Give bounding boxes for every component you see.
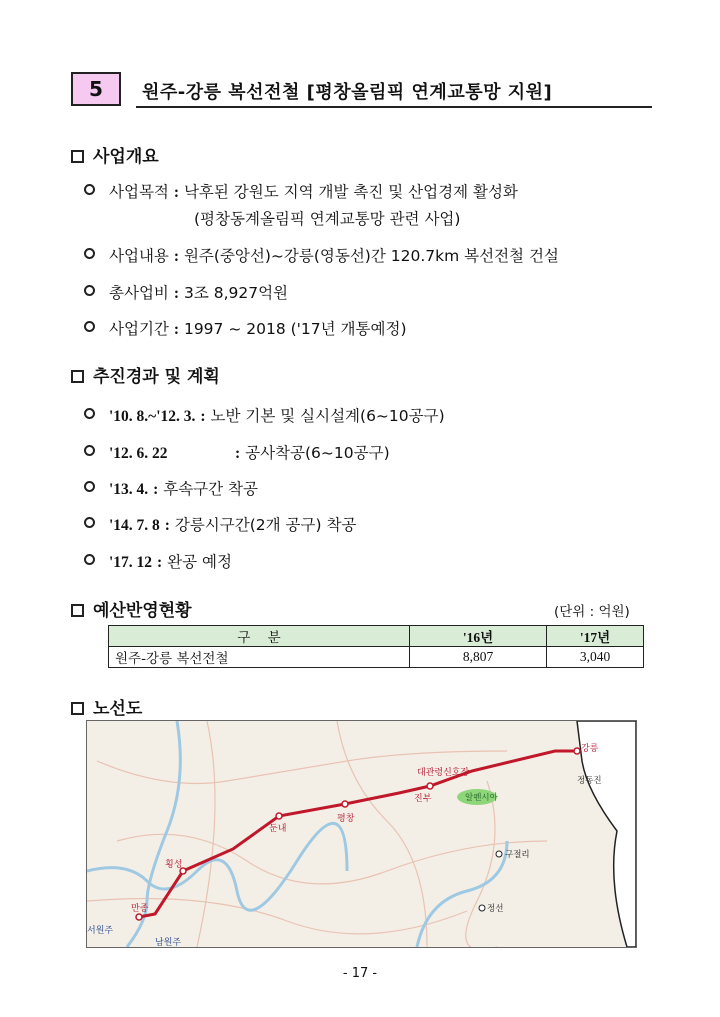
circle-bullet-icon xyxy=(84,481,95,492)
progress-sep: : xyxy=(157,554,163,571)
table-header-row xyxy=(109,626,644,647)
label-jinbu: 진부 xyxy=(414,794,432,804)
cost-label: 총사업비 xyxy=(109,284,169,302)
circle-bullet-icon xyxy=(84,445,95,456)
overview-heading-text: 사업개요 xyxy=(93,147,159,167)
progress-desc: 완공 예정 xyxy=(167,553,232,571)
route-map xyxy=(86,720,637,948)
label-namwonju: 남원주 xyxy=(155,938,182,947)
progress-sep: : xyxy=(153,481,159,498)
overview-item-content xyxy=(84,244,559,266)
station-marker xyxy=(342,801,348,807)
circle-bullet-icon xyxy=(84,321,95,332)
progress-desc: 후속구간 착공 xyxy=(163,480,258,498)
label-pyeongchang: 평창 xyxy=(337,814,355,824)
circle-bullet-icon xyxy=(84,408,95,419)
row-y17: 3,040 xyxy=(547,647,644,668)
col-header-y16: '16년 xyxy=(410,626,547,647)
progress-date: '12. 6. 22 xyxy=(109,445,168,462)
circle-bullet-icon xyxy=(84,285,95,296)
progress-desc: 공사착공(6~10공구) xyxy=(245,444,390,462)
checkbox-square-icon xyxy=(71,370,84,383)
circle-bullet-icon xyxy=(84,554,95,565)
label-hoengseong: 횡성 xyxy=(165,860,183,870)
overview-item-period xyxy=(84,317,407,339)
progress-heading xyxy=(71,362,220,387)
col-header-category: 구 분 xyxy=(109,626,410,647)
circle-bullet-icon xyxy=(84,184,95,195)
progress-item xyxy=(84,477,258,499)
page-title: 원주-강릉 복선전철 [평창올림픽 연계교통망 지원] xyxy=(142,82,553,103)
progress-item xyxy=(84,513,356,535)
cost-value: 3조 8,927억원 xyxy=(183,284,289,302)
label-daegwallyeong: 대관령신호장 xyxy=(417,768,470,778)
purpose-value: 낙후된 강원도 지역 개발 촉진 및 산업경제 활성화 xyxy=(183,183,518,201)
route-heading-text: 노선도 xyxy=(93,699,143,719)
circle-bullet-icon xyxy=(84,248,95,259)
purpose-sep: : xyxy=(173,184,180,201)
content-label: 사업내용 xyxy=(109,247,169,265)
content-sep: : xyxy=(173,248,180,265)
title-underline xyxy=(136,106,652,108)
progress-desc: 강릉시구간(2개 공구) 착공 xyxy=(174,516,357,534)
budget-heading xyxy=(71,596,192,621)
content-value: 원주(중앙선)~강릉(영동선)간 120.7km 복선전철 건설 xyxy=(183,247,559,265)
label-manjong: 만종 xyxy=(131,904,149,914)
progress-date: '14. 7. 8 xyxy=(109,517,160,534)
overview-heading xyxy=(71,142,159,167)
route-heading xyxy=(71,694,142,719)
period-label: 사업기간 xyxy=(109,320,169,338)
cost-sep: : xyxy=(173,285,180,302)
label-jeongdongjin: 정동진 xyxy=(577,776,602,786)
progress-date: '10. 8.~'12. 3. xyxy=(109,408,196,425)
col-header-y17: '17년 xyxy=(547,626,644,647)
page-number: - 17 - xyxy=(342,966,378,981)
label-gujeolli: 구절리 xyxy=(505,850,530,860)
section-number-box: 5 xyxy=(71,72,121,106)
row-name: 원주-강릉 복선전철 xyxy=(109,647,410,668)
period-sep: : xyxy=(173,321,180,338)
row-y16: 8,807 xyxy=(410,647,547,668)
label-seowonju: 서원주 xyxy=(87,926,114,936)
budget-heading-text: 예산반영현황 xyxy=(93,601,192,621)
progress-item xyxy=(84,404,445,426)
route-map-svg xyxy=(87,721,636,947)
label-alpensia: 알펜시아 xyxy=(465,793,498,803)
station-marker xyxy=(136,914,142,920)
overview-item-purpose xyxy=(84,180,518,202)
checkbox-square-icon xyxy=(71,604,84,617)
budget-table xyxy=(108,625,644,668)
progress-date: '17. 12 xyxy=(109,554,153,571)
station-marker xyxy=(427,783,433,789)
purpose-value-line2: (평창동계올림픽 연계교통망 관련 사업) xyxy=(194,210,461,228)
progress-item xyxy=(84,550,232,572)
label-gangneung: 강릉 xyxy=(581,744,599,754)
progress-sep: : xyxy=(164,517,170,534)
jeongseon-marker xyxy=(479,905,485,911)
checkbox-square-icon xyxy=(71,702,84,715)
checkbox-square-icon xyxy=(71,150,84,163)
label-dunnae: 둔내 xyxy=(269,824,287,834)
progress-sep: : xyxy=(235,445,241,462)
progress-date: '13. 4. xyxy=(109,481,149,498)
gujeolli-marker xyxy=(496,851,502,857)
period-value: 1997 ~ 2018 ('17년 개통예정) xyxy=(183,320,407,338)
progress-desc: 노반 기본 및 실시설계(6~10공구) xyxy=(210,407,445,425)
circle-bullet-icon xyxy=(84,517,95,528)
progress-heading-text: 추진경과 및 계획 xyxy=(93,367,220,387)
progress-item xyxy=(84,441,390,463)
purpose-label: 사업목적 xyxy=(109,183,169,201)
table-row xyxy=(109,647,644,668)
label-jeongseon: 정선 xyxy=(487,904,504,914)
progress-sep: : xyxy=(200,408,206,425)
station-marker xyxy=(276,813,282,819)
budget-unit: (단위 : 억원) xyxy=(554,604,630,620)
overview-item-cost xyxy=(84,281,288,303)
station-marker xyxy=(574,748,580,754)
